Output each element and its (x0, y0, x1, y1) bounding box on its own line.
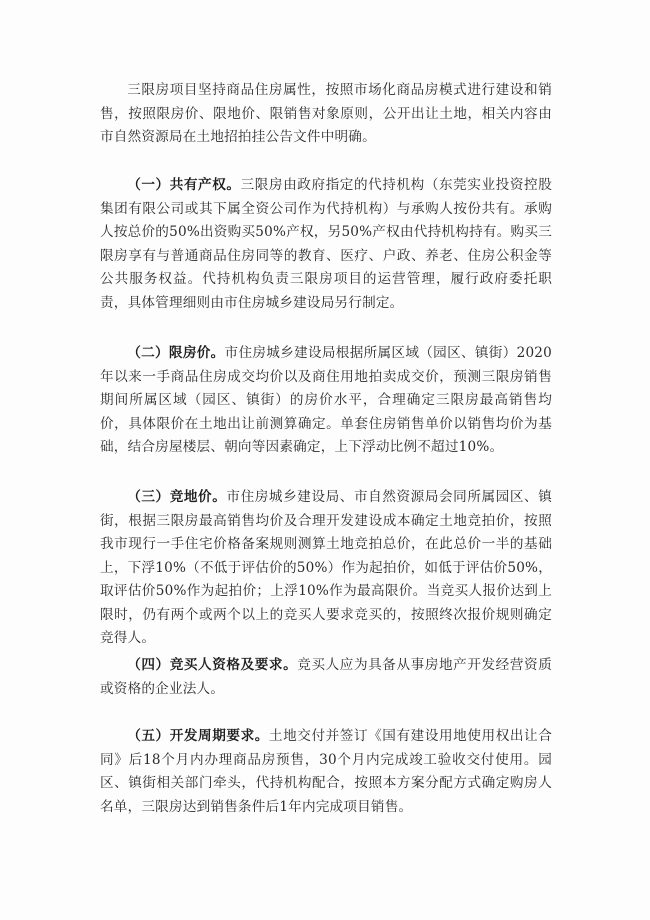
section-heading: （一）共有产权。 (127, 177, 241, 193)
intro-paragraph (100, 79, 552, 150)
intro-text: 三限房项目坚持商品住房属性，按照市场化商品房模式进行建设和销售，按照限房价、限地价、限销售对象原则，公开出让土地，相关内容由市自然资源局在土地招拍挂公告文件中明确。 (100, 82, 552, 145)
section-bidder-qualification (100, 654, 552, 701)
section-body: 竞买人应为具备从事房地产开发经营资质或资格的企业法人。 (100, 657, 552, 697)
section-body: 土地交付并签订《国有建设用地使用权出让合同》后18个月内办理商品房预售，30个月内完成竣工验收交付使用。园区、镇街相关部门牵头，代持机构配合，按照本方案分配方式确定购房人名单，三限房达到销售条件后1年内完成项目销售。 (100, 728, 553, 815)
section-heading: （三）竞地价。 (127, 489, 227, 505)
section-body: 市住房城乡建设局根据所属区域（园区、镇街）2020年以来一手商品住房成交均价以及商住用地拍卖成交价，预测三限房销售期间所属区域（园区、镇街）的房价水平，合理确定三限房最高销售均价，具体限价在土地出让前测算确定。单套住房销售单价以销售均价为基础，结合房屋楼层、朝向等因素确定，上下浮动比例不超过10%。 (100, 345, 552, 455)
section-heading: （四）竞买人资格及要求。 (127, 657, 298, 673)
section-shared-ownership (100, 174, 552, 315)
section-land-bidding (100, 486, 552, 651)
section-development-period (100, 725, 552, 819)
section-heading: （五）开发周期要求。 (127, 728, 269, 744)
section-body: 市住房城乡建设局、市自然资源局会同所属园区、镇街，根据三限房最高销售均价及合理开发建设成本确定土地竞拍价，按照我市现行一手住宅价格备案规则测算土地竞拍总价，在此总价一半的基础上，下浮10%（不低于评估价的50%）作为起拍价，如低于评估价50%，取评估价50%作为起拍价；上浮10%作为最高限价。当竞买人报价达到上限时，仍有两个或两个以上的竞买人要求竞买的，按照终次报价规则确定竞得人。 (100, 489, 552, 646)
section-heading: （二）限房价。 (127, 345, 225, 361)
section-body: 三限房由政府指定的代持机构（东莞实业投资控股集团有限公司或其下属全资公司作为代持机构）与承购人按份共有。承购人按总价的50%出资购买50%产权，另50%产权由代持机构持有。购买三限房享有与普通商品住房同等的教育、医疗、户政、养老、住房公积金等公共服务权益。代持机构负责三限房项目的运营管理，履行政府委托职责，具体管理细则由市住房城乡建设局另行制定。 (100, 177, 552, 311)
section-price-limit (100, 342, 552, 460)
